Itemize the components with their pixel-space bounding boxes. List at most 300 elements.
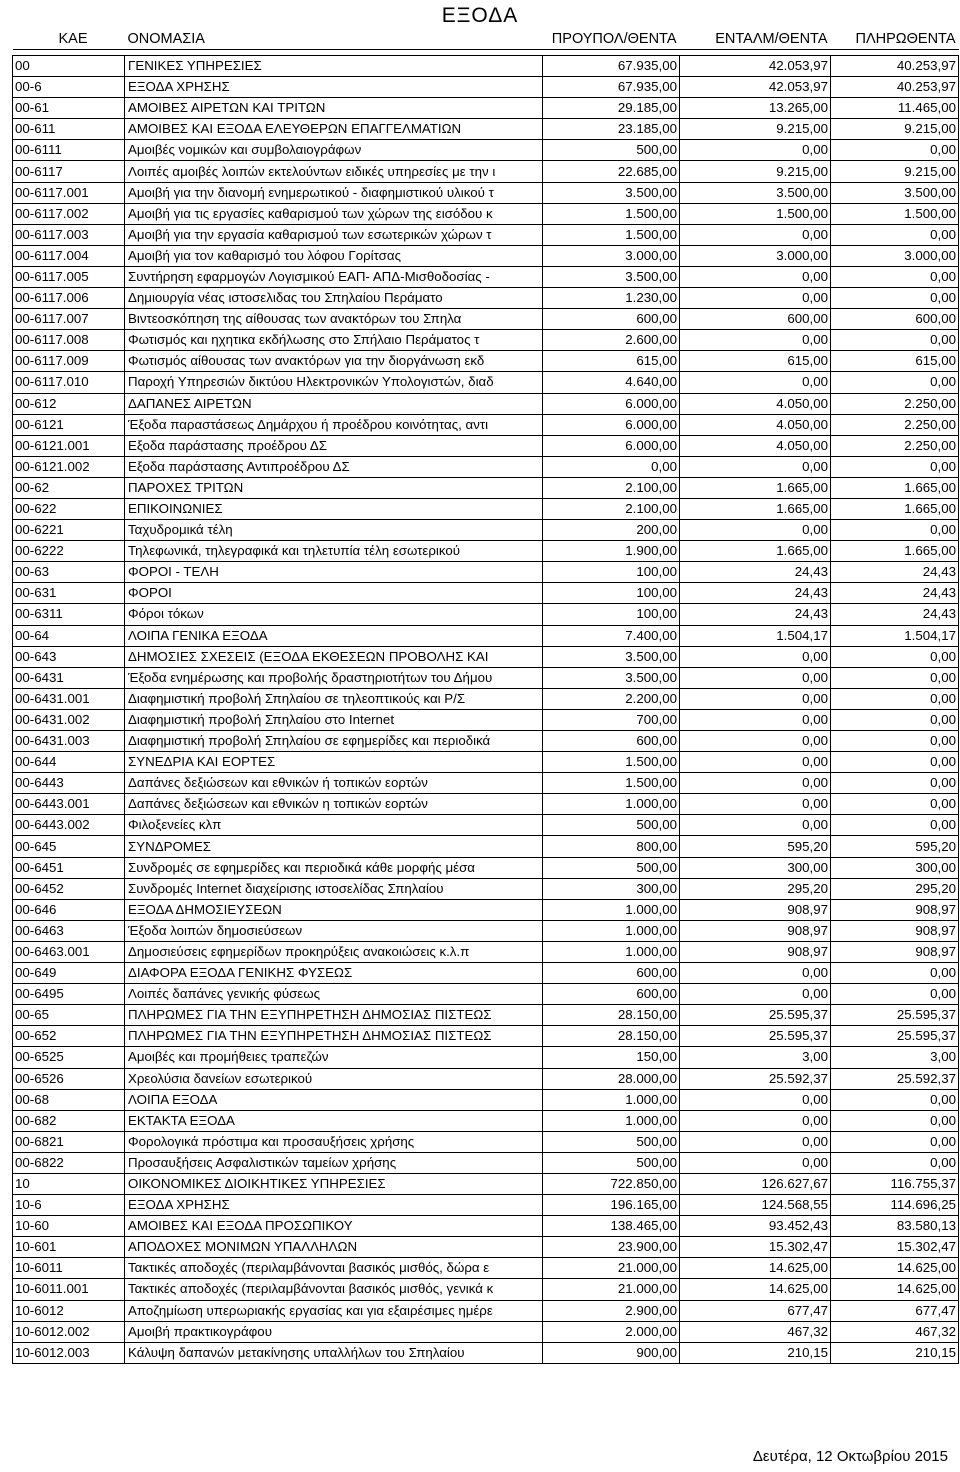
- name-cell: Αμοιβή για τον καθαρισμό του λόφου Γορίτσας: [125, 245, 543, 266]
- column-header-budget: ΠΡΟΥΠΟΛ/ΘΕΝΤΑ: [543, 28, 680, 50]
- budget-cell: 600,00: [543, 963, 680, 984]
- code-cell: 00-6111: [13, 140, 125, 161]
- budget-cell: 2.100,00: [543, 498, 680, 519]
- budget-cell: 1.230,00: [543, 288, 680, 309]
- budget-cell: 6.000,00: [543, 435, 680, 456]
- code-cell: 00-612: [13, 393, 125, 414]
- budget-cell: 3.000,00: [543, 245, 680, 266]
- budget-cell: 23.185,00: [543, 119, 680, 140]
- name-cell: Συνδρομές Internet διαχείρισης ιστοσελίδας Σπηλαίου: [125, 878, 543, 899]
- table-row: [13, 899, 959, 920]
- table-row: [13, 1026, 959, 1047]
- budget-cell: 1.500,00: [543, 224, 680, 245]
- name-cell: Διαφημιστική προβολή Σπηλαίου σε τηλεοπτικούς και Ρ/Σ: [125, 688, 543, 709]
- code-cell: 00-61: [13, 98, 125, 119]
- committed-cell: 908,97: [680, 899, 831, 920]
- committed-cell: 0,00: [680, 731, 831, 752]
- committed-cell: 25.592,37: [680, 1068, 831, 1089]
- name-cell: ΔΙΑΦΟΡΑ ΕΞΟΔΑ ΓΕΝΙΚΗΣ ΦΥΣΕΩΣ: [125, 963, 543, 984]
- code-cell: 00-6443.002: [13, 815, 125, 836]
- budget-cell: 500,00: [543, 140, 680, 161]
- name-cell: Φιλοξενείες κλπ: [125, 815, 543, 836]
- name-cell: Λοιπές δαπάνες γενικής φύσεως: [125, 984, 543, 1005]
- name-cell: ΔΑΠΑΝΕΣ ΑΙΡΕΤΩΝ: [125, 393, 543, 414]
- budget-cell: 600,00: [543, 731, 680, 752]
- name-cell: ΦΟΡΟΙ: [125, 583, 543, 604]
- code-cell: 10-6011: [13, 1258, 125, 1279]
- name-cell: Δημοσιεύσεις εφημερίδων προκηρύξεις ανακοιώσεις κ.λ.π: [125, 941, 543, 962]
- paid-cell: 0,00: [831, 266, 959, 287]
- name-cell: Λοιπές αμοιβές λοιπών εκτελούντων ειδικές υπηρεσίες με την ι: [125, 161, 543, 182]
- committed-cell: 1.665,00: [680, 477, 831, 498]
- committed-cell: 4.050,00: [680, 393, 831, 414]
- name-cell: ΑΜΟΙΒΕΣ ΑΙΡΕΤΩΝ ΚΑΙ ΤΡΙΤΩΝ: [125, 98, 543, 119]
- budget-cell: 1.500,00: [543, 773, 680, 794]
- budget-cell: 1.000,00: [543, 899, 680, 920]
- paid-cell: 1.665,00: [831, 477, 959, 498]
- budget-cell: 600,00: [543, 984, 680, 1005]
- paid-cell: 908,97: [831, 899, 959, 920]
- table-row: [13, 309, 959, 330]
- paid-cell: 0,00: [831, 963, 959, 984]
- table-row: [13, 520, 959, 541]
- committed-cell: 0,00: [680, 372, 831, 393]
- budget-cell: 100,00: [543, 562, 680, 583]
- paid-cell: 908,97: [831, 941, 959, 962]
- table-row: [13, 667, 959, 688]
- committed-cell: 0,00: [680, 140, 831, 161]
- table-row: [13, 1173, 959, 1194]
- paid-cell: 210,15: [831, 1342, 959, 1363]
- committed-cell: 595,20: [680, 836, 831, 857]
- name-cell: Δαπάνες δεξιώσεων και εθνικών η τοπικών εορτών: [125, 794, 543, 815]
- table-row: [13, 731, 959, 752]
- code-cell: 00-6451: [13, 857, 125, 878]
- name-cell: ΠΑΡΟΧΕΣ ΤΡΙΤΩΝ: [125, 477, 543, 498]
- budget-cell: 3.500,00: [543, 646, 680, 667]
- committed-cell: 600,00: [680, 309, 831, 330]
- committed-cell: 1.665,00: [680, 541, 831, 562]
- code-cell: 10-60: [13, 1216, 125, 1237]
- committed-cell: 124.568,55: [680, 1195, 831, 1216]
- name-cell: Χρεολύσια δανείων εσωτερικού: [125, 1068, 543, 1089]
- name-cell: Αμοιβή για τις εργασίες καθαρισμού των χώρων της εισόδου κ: [125, 203, 543, 224]
- budget-cell: 615,00: [543, 351, 680, 372]
- page-title: ΕΞΟΔΑ: [441, 4, 519, 27]
- code-cell: 00-6311: [13, 604, 125, 625]
- committed-cell: 1.504,17: [680, 625, 831, 646]
- name-cell: ΛΟΙΠΑ ΓΕΝΙΚΑ ΕΞΟΔΑ: [125, 625, 543, 646]
- code-cell: 00-6117: [13, 161, 125, 182]
- budget-cell: 500,00: [543, 857, 680, 878]
- expenses-sheet: [12, 28, 958, 1364]
- paid-cell: 0,00: [831, 667, 959, 688]
- code-cell: 00-6117.006: [13, 288, 125, 309]
- code-cell: 00-643: [13, 646, 125, 667]
- budget-cell: 138.465,00: [543, 1216, 680, 1237]
- table-row: [13, 752, 959, 773]
- paid-cell: 24,43: [831, 583, 959, 604]
- table-row: [13, 604, 959, 625]
- paid-cell: 0,00: [831, 709, 959, 730]
- committed-cell: 0,00: [680, 456, 831, 477]
- name-cell: Αμοιβές και προμήθειες τραπεζών: [125, 1047, 543, 1068]
- table-row: [13, 351, 959, 372]
- table-row: [13, 498, 959, 519]
- table-row: [13, 161, 959, 182]
- table-row: [13, 245, 959, 266]
- committed-cell: 0,00: [680, 963, 831, 984]
- name-cell: Φόροι τόκων: [125, 604, 543, 625]
- budget-cell: 6.000,00: [543, 393, 680, 414]
- name-cell: ΠΛΗΡΩΜΕΣ ΓΙΑ ΤΗΝ ΕΞΥΠΗΡΕΤΗΣΗ ΔΗΜΟΣΙΑΣ ΠΙΣΤΕΩΣ: [125, 1026, 543, 1047]
- table-row: [13, 98, 959, 119]
- table-row: [13, 836, 959, 857]
- code-cell: 00-649: [13, 963, 125, 984]
- code-cell: 00-6121: [13, 414, 125, 435]
- budget-cell: 28.150,00: [543, 1026, 680, 1047]
- paid-cell: 0,00: [831, 1110, 959, 1131]
- budget-cell: 0,00: [543, 456, 680, 477]
- committed-cell: 24,43: [680, 562, 831, 583]
- budget-cell: 3.500,00: [543, 266, 680, 287]
- committed-cell: 0,00: [680, 1110, 831, 1131]
- budget-cell: 700,00: [543, 709, 680, 730]
- name-cell: ΑΜΟΙΒΕΣ ΚΑΙ ΕΞΟΔΑ ΠΡΟΣΩΠΙΚΟΥ: [125, 1216, 543, 1237]
- code-cell: 00-682: [13, 1110, 125, 1131]
- paid-cell: 9.215,00: [831, 119, 959, 140]
- paid-cell: 0,00: [831, 646, 959, 667]
- name-cell: Τακτικές αποδοχές (περιλαμβάνονται βασικός μισθός, γενικά κ: [125, 1279, 543, 1300]
- report-date: Δευτέρα, 12 Οκτωβρίου 2015: [752, 1448, 948, 1465]
- name-cell: Έξοδα ενημέρωσης και προβολής δραστηριοτήτων του Δήμου: [125, 667, 543, 688]
- table-row: [13, 815, 959, 836]
- code-cell: 00-6117.007: [13, 309, 125, 330]
- table-row: [13, 330, 959, 351]
- code-cell: 00-644: [13, 752, 125, 773]
- paid-cell: 0,00: [831, 688, 959, 709]
- name-cell: ΕΚΤΑΚΤΑ ΕΞΟΔΑ: [125, 1110, 543, 1131]
- committed-cell: 42.053,97: [680, 56, 831, 77]
- table-row: [13, 794, 959, 815]
- budget-cell: 2.600,00: [543, 330, 680, 351]
- table-row: [13, 625, 959, 646]
- budget-cell: 67.935,00: [543, 56, 680, 77]
- paid-cell: 0,00: [831, 1089, 959, 1110]
- budget-cell: 500,00: [543, 815, 680, 836]
- code-cell: 00-6443: [13, 773, 125, 794]
- budget-cell: 1.900,00: [543, 541, 680, 562]
- table-row: [13, 1131, 959, 1152]
- name-cell: Φωτισμός και ηχητικα εκδήλωσης στο Σπήλαιο Περάματος τ: [125, 330, 543, 351]
- paid-cell: 40.253,97: [831, 77, 959, 98]
- table-row: [13, 984, 959, 1005]
- budget-cell: 21.000,00: [543, 1258, 680, 1279]
- code-cell: 00-6117.002: [13, 203, 125, 224]
- table-row: [13, 456, 959, 477]
- paid-cell: 15.302,47: [831, 1237, 959, 1258]
- code-cell: 00-63: [13, 562, 125, 583]
- committed-cell: 0,00: [680, 709, 831, 730]
- committed-cell: 9.215,00: [680, 161, 831, 182]
- committed-cell: 3.500,00: [680, 182, 831, 203]
- paid-cell: 0,00: [831, 1131, 959, 1152]
- name-cell: ΓΕΝΙΚΕΣ ΥΠΗΡΕΣΙΕΣ: [125, 56, 543, 77]
- table-row: [13, 857, 959, 878]
- table-row: [13, 1258, 959, 1279]
- name-cell: Προσαυξήσεις Ασφαλιστικών ταμείων χρήσης: [125, 1152, 543, 1173]
- committed-cell: 0,00: [680, 288, 831, 309]
- paid-cell: 1.665,00: [831, 498, 959, 519]
- budget-cell: 100,00: [543, 583, 680, 604]
- table-row: [13, 119, 959, 140]
- committed-cell: 295,20: [680, 878, 831, 899]
- paid-cell: 0,00: [831, 224, 959, 245]
- name-cell: Τακτικές αποδοχές (περιλαμβάνονται βασικός μισθός, δώρα ε: [125, 1258, 543, 1279]
- table-row: [13, 56, 959, 77]
- committed-cell: 0,00: [680, 266, 831, 287]
- committed-cell: 615,00: [680, 351, 831, 372]
- committed-cell: 4.050,00: [680, 414, 831, 435]
- committed-cell: 0,00: [680, 224, 831, 245]
- paid-cell: 0,00: [831, 794, 959, 815]
- paid-cell: 24,43: [831, 562, 959, 583]
- paid-cell: 0,00: [831, 520, 959, 541]
- committed-cell: 0,00: [680, 1131, 831, 1152]
- committed-cell: 677,47: [680, 1300, 831, 1321]
- code-cell: 00-6117.005: [13, 266, 125, 287]
- budget-cell: 1.500,00: [543, 203, 680, 224]
- name-cell: Αποζημίωση υπερωριακής εργασίας και για εξαιρέσιμες ημέρε: [125, 1300, 543, 1321]
- budget-cell: 100,00: [543, 604, 680, 625]
- committed-cell: 14.625,00: [680, 1279, 831, 1300]
- paid-cell: 0,00: [831, 984, 959, 1005]
- committed-cell: 467,32: [680, 1321, 831, 1342]
- committed-cell: 24,43: [680, 583, 831, 604]
- code-cell: 00-652: [13, 1026, 125, 1047]
- table-body: [13, 56, 959, 1364]
- paid-cell: 11.465,00: [831, 98, 959, 119]
- table-row: [13, 393, 959, 414]
- code-cell: 00-645: [13, 836, 125, 857]
- budget-cell: 800,00: [543, 836, 680, 857]
- table-row: [13, 583, 959, 604]
- code-cell: 00-646: [13, 899, 125, 920]
- committed-cell: 9.215,00: [680, 119, 831, 140]
- paid-cell: 615,00: [831, 351, 959, 372]
- paid-cell: 0,00: [831, 731, 959, 752]
- name-cell: ΛΟΙΠΑ ΕΞΟΔΑ: [125, 1089, 543, 1110]
- paid-cell: 600,00: [831, 309, 959, 330]
- code-cell: 00-65: [13, 1005, 125, 1026]
- code-cell: 00-6431.003: [13, 731, 125, 752]
- paid-cell: 2.250,00: [831, 393, 959, 414]
- budget-cell: 2.200,00: [543, 688, 680, 709]
- name-cell: Διαφημιστική προβολή Σπηλαίου στο Internet: [125, 709, 543, 730]
- paid-cell: 9.215,00: [831, 161, 959, 182]
- paid-cell: 0,00: [831, 456, 959, 477]
- budget-cell: 1.000,00: [543, 1089, 680, 1110]
- table-row: [13, 541, 959, 562]
- name-cell: Συνδρομές σε εφημερίδες και περιοδικά κάθε μορφής μέσα: [125, 857, 543, 878]
- committed-cell: 0,00: [680, 330, 831, 351]
- code-cell: 00-6443.001: [13, 794, 125, 815]
- column-header-name: ΟΝΟΜΑΣΙΑ: [125, 28, 543, 50]
- paid-cell: 2.250,00: [831, 435, 959, 456]
- code-cell: 00-64: [13, 625, 125, 646]
- table-row: [13, 1089, 959, 1110]
- code-cell: 00-6431.002: [13, 709, 125, 730]
- committed-cell: 210,15: [680, 1342, 831, 1363]
- budget-cell: 1.000,00: [543, 920, 680, 941]
- name-cell: Φορολογικά πρόστιμα και προσαυξήσεις χρήσης: [125, 1131, 543, 1152]
- committed-cell: 0,00: [680, 1152, 831, 1173]
- paid-cell: 25.595,37: [831, 1026, 959, 1047]
- code-cell: 00-6452: [13, 878, 125, 899]
- paid-cell: 300,00: [831, 857, 959, 878]
- code-cell: 10-6011.001: [13, 1279, 125, 1300]
- committed-cell: 13.265,00: [680, 98, 831, 119]
- budget-cell: 300,00: [543, 878, 680, 899]
- name-cell: Αμοιβές νομικών και συμβολαιογράφων: [125, 140, 543, 161]
- committed-cell: 42.053,97: [680, 77, 831, 98]
- paid-cell: 0,00: [831, 773, 959, 794]
- paid-cell: 25.595,37: [831, 1005, 959, 1026]
- paid-cell: 467,32: [831, 1321, 959, 1342]
- code-cell: 10: [13, 1173, 125, 1194]
- budget-cell: 196.165,00: [543, 1195, 680, 1216]
- paid-cell: 1.500,00: [831, 203, 959, 224]
- paid-cell: 116.755,37: [831, 1173, 959, 1194]
- code-cell: 00-622: [13, 498, 125, 519]
- paid-cell: 24,43: [831, 604, 959, 625]
- column-header-code: ΚΑΕ: [13, 28, 125, 50]
- paid-cell: 3.500,00: [831, 182, 959, 203]
- budget-cell: 67.935,00: [543, 77, 680, 98]
- budget-cell: 23.900,00: [543, 1237, 680, 1258]
- budget-cell: 28.000,00: [543, 1068, 680, 1089]
- expenses-table: [12, 28, 959, 1364]
- table-row: [13, 963, 959, 984]
- name-cell: Δαπάνες δεξιώσεων και εθνικών ή τοπικών εορτών: [125, 773, 543, 794]
- name-cell: ΟΙΚΟΝΟΜΙΚΕΣ ΔΙΟΙΚΗΤΙΚΕΣ ΥΠΗΡΕΣΙΕΣ: [125, 1173, 543, 1194]
- table-row: [13, 77, 959, 98]
- code-cell: 00-6222: [13, 541, 125, 562]
- name-cell: ΕΞΟΔΑ ΧΡΗΣΗΣ: [125, 1195, 543, 1216]
- budget-cell: 2.000,00: [543, 1321, 680, 1342]
- table-row: [13, 203, 959, 224]
- budget-cell: 722.850,00: [543, 1173, 680, 1194]
- paid-cell: 0,00: [831, 372, 959, 393]
- budget-cell: 1.000,00: [543, 794, 680, 815]
- name-cell: Κάλυψη δαπανών μετακίνησης υπαλλήλων του Σπηλαίου: [125, 1342, 543, 1363]
- committed-cell: 0,00: [680, 815, 831, 836]
- code-cell: 00-631: [13, 583, 125, 604]
- table-row: [13, 1068, 959, 1089]
- table-row: [13, 1195, 959, 1216]
- committed-cell: 25.595,37: [680, 1005, 831, 1026]
- code-cell: 00-6431: [13, 667, 125, 688]
- paid-cell: 114.696,25: [831, 1195, 959, 1216]
- column-header-committed: ΕΝΤΑΛΜ/ΘΕΝΤΑ: [680, 28, 831, 50]
- table-row: [13, 182, 959, 203]
- name-cell: Συντήρηση εφαρμογών Λογισμικού ΕΑΠ- ΑΠΔ-Μισθοδοσίας -: [125, 266, 543, 287]
- budget-cell: 4.640,00: [543, 372, 680, 393]
- name-cell: ΑΜΟΙΒΕΣ ΚΑΙ ΕΞΟΔΑ ΕΛΕΥΘΕΡΩΝ ΕΠΑΓΓΕΛΜΑΤΙΩΝ: [125, 119, 543, 140]
- name-cell: Εξοδα παράστασης προέδρου ΔΣ: [125, 435, 543, 456]
- code-cell: 10-6012: [13, 1300, 125, 1321]
- name-cell: ΦΟΡΟΙ - ΤΕΛΗ: [125, 562, 543, 583]
- name-cell: ΔΗΜΟΣΙΕΣ ΣΧΕΣΕΙΣ (ΕΞΟΔΑ ΕΚΘΕΣΕΩΝ ΠΡΟΒΟΛΗΣ ΚΑΙ: [125, 646, 543, 667]
- table-row: [13, 1300, 959, 1321]
- code-cell: 00-6495: [13, 984, 125, 1005]
- name-cell: ΣΥΝΔΡΟΜΕΣ: [125, 836, 543, 857]
- table-row: [13, 688, 959, 709]
- budget-cell: 2.100,00: [543, 477, 680, 498]
- table-row: [13, 646, 959, 667]
- budget-cell: 29.185,00: [543, 98, 680, 119]
- committed-cell: 24,43: [680, 604, 831, 625]
- paid-cell: 0,00: [831, 1152, 959, 1173]
- table-row: [13, 709, 959, 730]
- code-cell: 00: [13, 56, 125, 77]
- committed-cell: 1.500,00: [680, 203, 831, 224]
- committed-cell: 93.452,43: [680, 1216, 831, 1237]
- table-row: [13, 878, 959, 899]
- paid-cell: 3,00: [831, 1047, 959, 1068]
- table-row: [13, 477, 959, 498]
- table-row: [13, 224, 959, 245]
- code-cell: 00-611: [13, 119, 125, 140]
- committed-cell: 908,97: [680, 920, 831, 941]
- code-cell: 00-6121.002: [13, 456, 125, 477]
- committed-cell: 3,00: [680, 1047, 831, 1068]
- committed-cell: 25.595,37: [680, 1026, 831, 1047]
- committed-cell: 1.665,00: [680, 498, 831, 519]
- code-cell: 00-6117.003: [13, 224, 125, 245]
- budget-cell: 3.500,00: [543, 667, 680, 688]
- code-cell: 00-6117.001: [13, 182, 125, 203]
- name-cell: ΠΛΗΡΩΜΕΣ ΓΙΑ ΤΗΝ ΕΞΥΠΗΡΕΤΗΣΗ ΔΗΜΟΣΙΑΣ ΠΙΣΤΕΩΣ: [125, 1005, 543, 1026]
- committed-cell: 908,97: [680, 941, 831, 962]
- committed-cell: 0,00: [680, 646, 831, 667]
- budget-cell: 150,00: [543, 1047, 680, 1068]
- table-row: [13, 1110, 959, 1131]
- committed-cell: 0,00: [680, 1089, 831, 1110]
- name-cell: ΕΞΟΔΑ ΧΡΗΣΗΣ: [125, 77, 543, 98]
- header-row: [13, 28, 959, 50]
- budget-cell: 1.000,00: [543, 941, 680, 962]
- budget-cell: 900,00: [543, 1342, 680, 1363]
- paid-cell: 0,00: [831, 752, 959, 773]
- budget-cell: 600,00: [543, 309, 680, 330]
- table-row: [13, 1237, 959, 1258]
- code-cell: 00-6: [13, 77, 125, 98]
- name-cell: Αμοιβή πρακτικογράφου: [125, 1321, 543, 1342]
- code-cell: 00-6821: [13, 1131, 125, 1152]
- paid-cell: 83.580,13: [831, 1216, 959, 1237]
- paid-cell: 2.250,00: [831, 414, 959, 435]
- paid-cell: 0,00: [831, 330, 959, 351]
- budget-cell: 1.500,00: [543, 752, 680, 773]
- code-cell: 00-6822: [13, 1152, 125, 1173]
- committed-cell: 14.625,00: [680, 1258, 831, 1279]
- code-cell: 00-6117.004: [13, 245, 125, 266]
- committed-cell: 126.627,67: [680, 1173, 831, 1194]
- budget-cell: 7.400,00: [543, 625, 680, 646]
- name-cell: Αμοιβή για την διανομή ενημερωτικού - διαφημιστικού υλικού τ: [125, 182, 543, 203]
- name-cell: Έξοδα παραστάσεως Δημάρχου ή προέδρου κοινότητας, αντι: [125, 414, 543, 435]
